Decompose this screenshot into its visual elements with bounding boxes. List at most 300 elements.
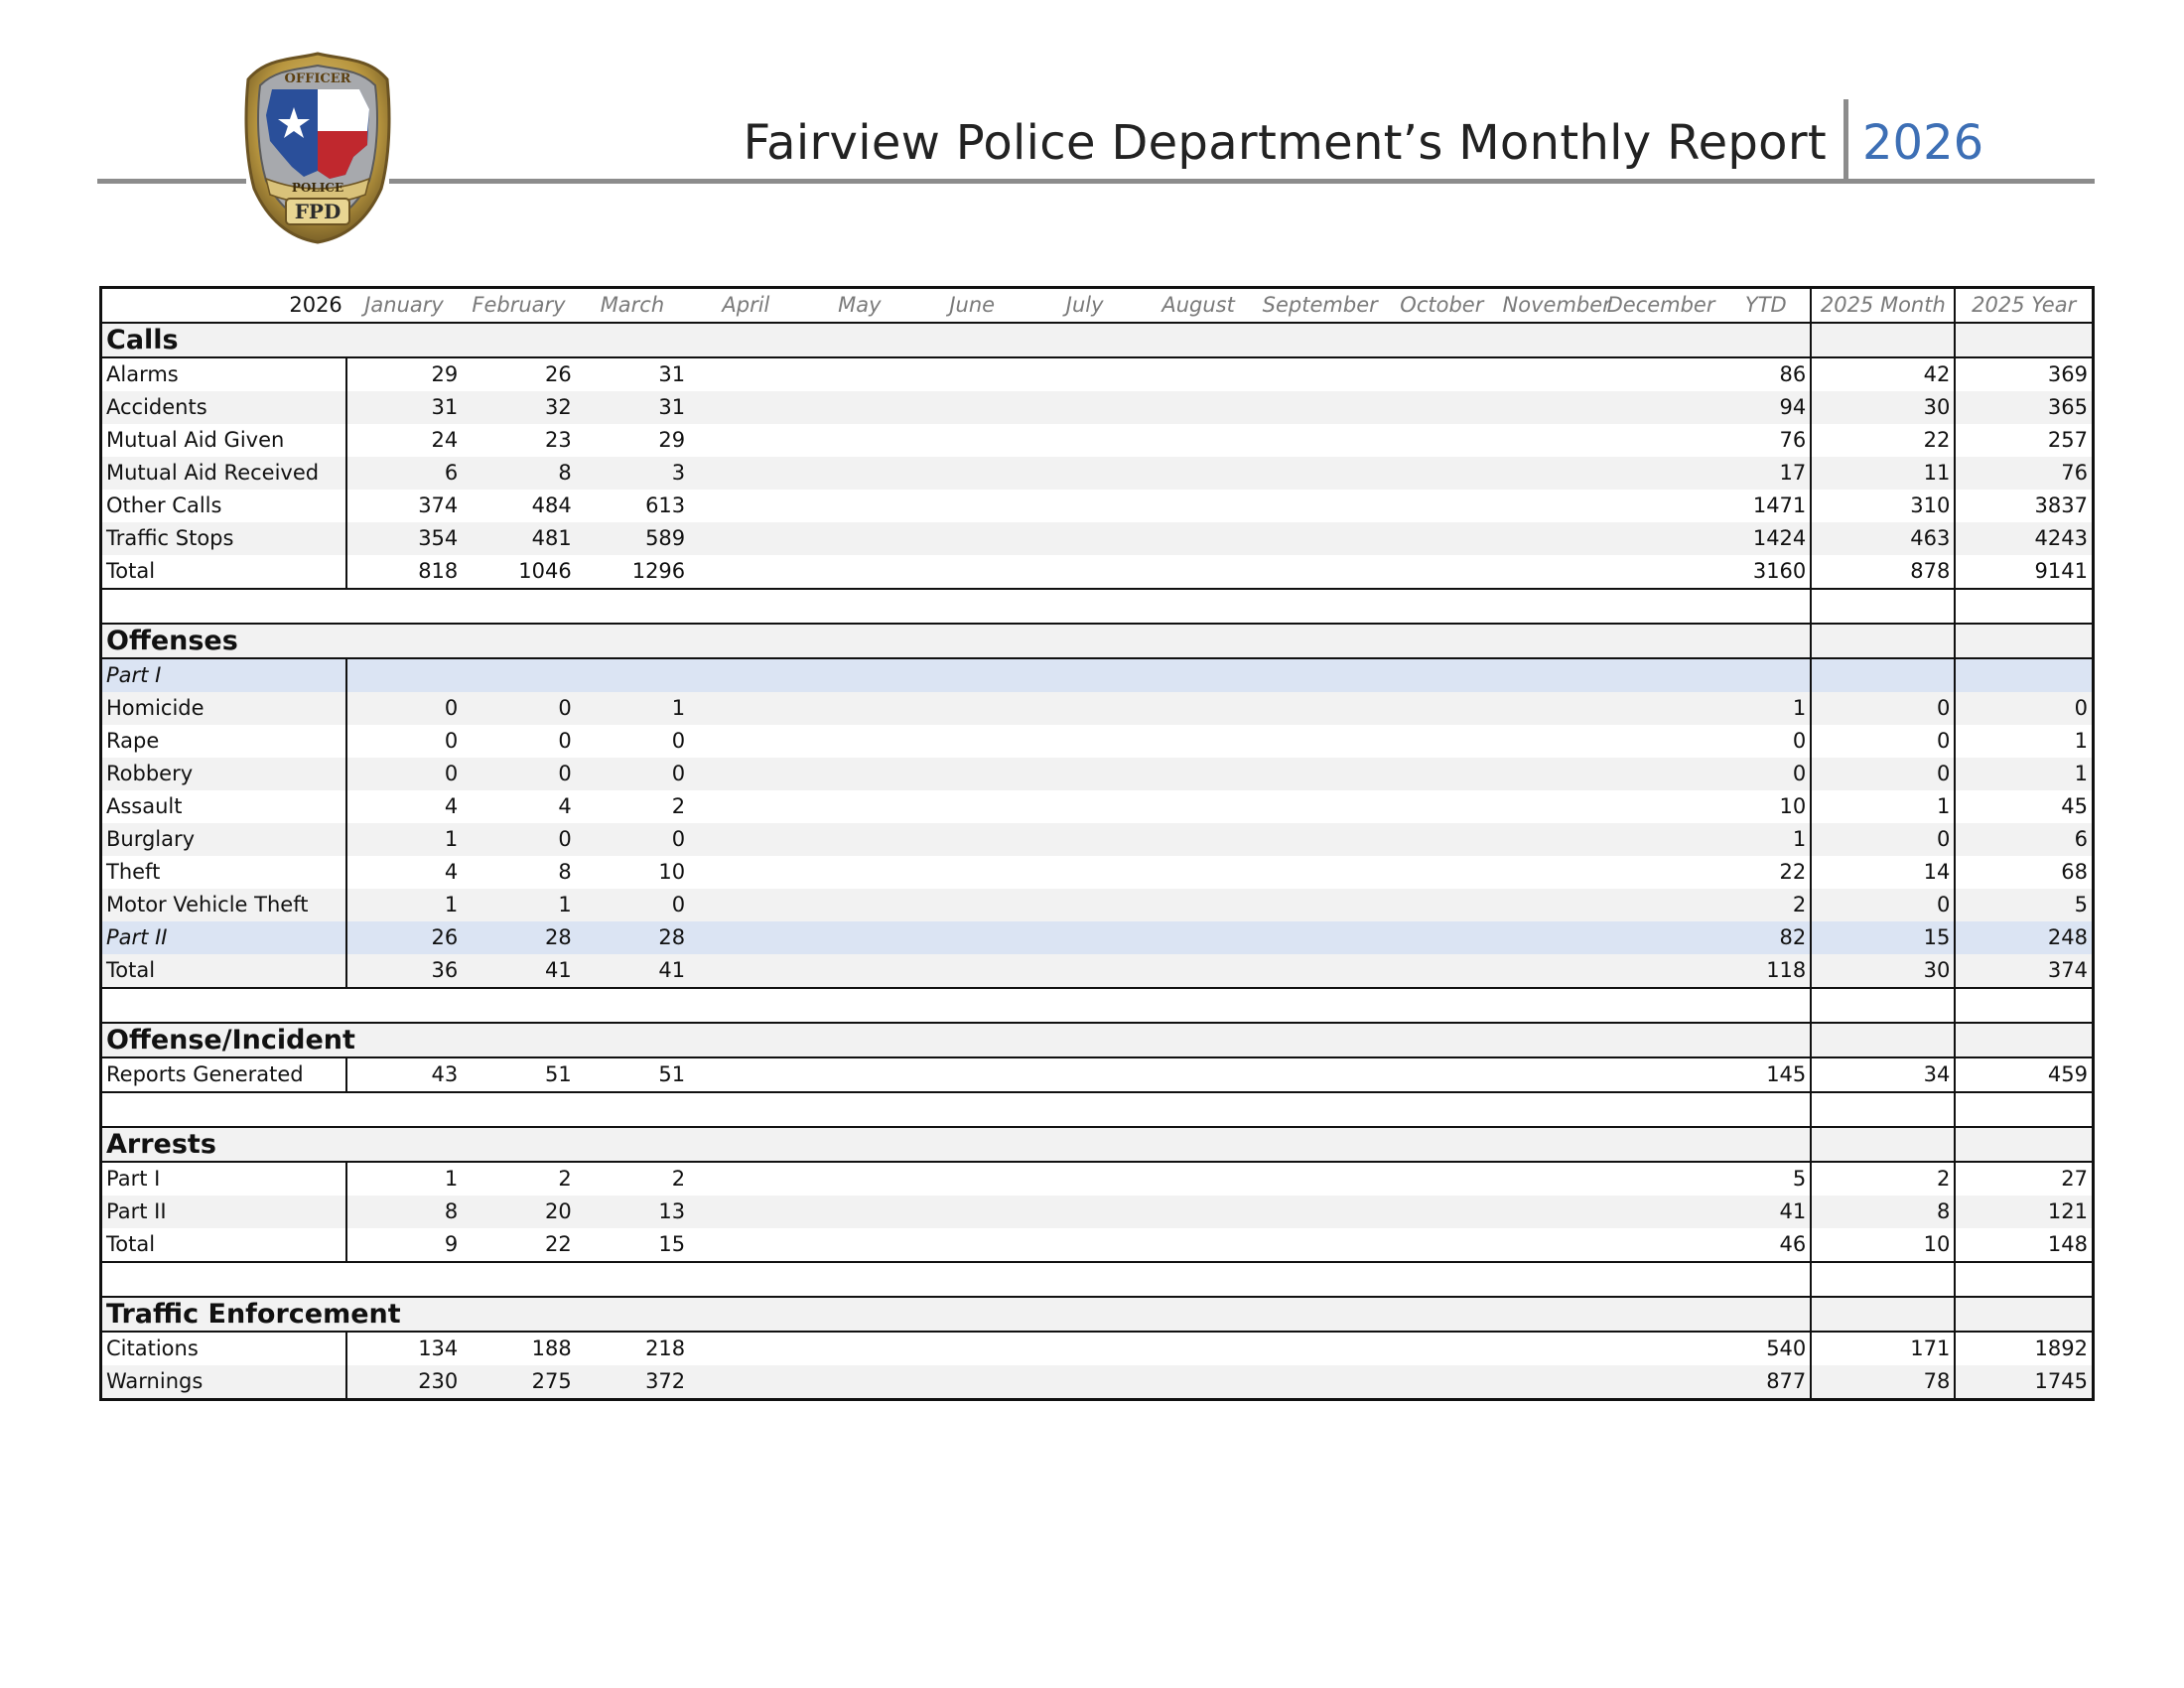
month-value <box>1600 1057 1722 1092</box>
month-value: 354 <box>346 522 462 555</box>
month-value: 31 <box>658 362 686 386</box>
month-value <box>1142 856 1255 889</box>
prev-month-value: 14 <box>1811 856 1955 889</box>
month-value <box>803 391 916 424</box>
month-value: 0 <box>558 729 572 753</box>
spacer-cell <box>1955 1092 2093 1127</box>
section-spacer <box>101 1262 2094 1297</box>
prev-year-value: 68 <box>1955 856 2093 889</box>
month-value: 24 <box>431 428 459 452</box>
prev-month-value: 34 <box>1811 1057 1955 1092</box>
column-header-year: 2026 <box>101 288 346 324</box>
month-value: 484 <box>531 493 572 517</box>
month-value: 4 <box>444 860 459 884</box>
month-value: 3 <box>576 457 689 490</box>
prev-month-value: 22 <box>1811 424 1955 457</box>
table-row <box>101 790 2094 823</box>
prev-month-value: 15 <box>1811 921 1955 954</box>
prev-month-value <box>1811 658 1955 692</box>
month-value <box>803 725 916 758</box>
header-rule-left <box>97 179 246 184</box>
month-value <box>1385 1057 1498 1092</box>
month-value <box>803 758 916 790</box>
month-value: 8 <box>558 860 572 884</box>
month-value <box>576 658 689 692</box>
month-value <box>1255 758 1385 790</box>
month-value: 818 <box>418 559 459 583</box>
prev-month-value: 0 <box>1811 692 1955 725</box>
month-value <box>1600 758 1722 790</box>
month-value <box>803 457 916 490</box>
prev-month-value: 11 <box>1811 457 1955 490</box>
table-row <box>101 1228 2094 1262</box>
month-value <box>1255 1332 1385 1365</box>
section-title-filler <box>1955 624 2093 658</box>
month-value <box>1255 555 1385 589</box>
month-value <box>1027 889 1141 921</box>
table-row <box>101 954 2094 988</box>
table-row <box>101 1365 2094 1400</box>
month-value <box>1385 725 1498 758</box>
month-value: 0 <box>576 889 689 921</box>
month-value <box>1027 823 1141 856</box>
table-row <box>101 856 2094 889</box>
month-value: 29 <box>658 428 686 452</box>
month-value <box>1027 1332 1141 1365</box>
section-title-filler <box>1811 1127 1955 1162</box>
month-value <box>1600 823 1722 856</box>
spacer-cell <box>1955 988 2093 1023</box>
section-title-filler <box>1811 624 1955 658</box>
month-value: 4 <box>444 794 459 818</box>
spacer-cell <box>1955 589 2093 624</box>
month-value <box>1499 457 1600 490</box>
month-value <box>1142 1057 1255 1092</box>
month-value <box>1142 522 1255 555</box>
row-label: Part I <box>101 658 346 692</box>
column-header-month: January <box>346 288 462 324</box>
month-value <box>916 1196 1027 1228</box>
section-header-row <box>101 1297 2094 1332</box>
section-title-filler <box>1955 1023 2093 1057</box>
month-value: 41 <box>462 954 575 988</box>
ytd-value: 46 <box>1721 1228 1811 1262</box>
month-value <box>803 490 916 522</box>
prev-year-value: 5 <box>1955 889 2093 921</box>
month-value <box>1385 1162 1498 1196</box>
month-value <box>689 1196 802 1228</box>
month-value: 0 <box>346 758 462 790</box>
spacer-cell <box>1811 1092 1955 1127</box>
month-value <box>1385 391 1498 424</box>
month-value <box>689 758 802 790</box>
month-value <box>1600 658 1722 692</box>
month-value: 1046 <box>518 559 572 583</box>
month-value <box>1385 758 1498 790</box>
month-value <box>1385 889 1498 921</box>
prev-year-value: 374 <box>1955 954 2093 988</box>
month-value <box>1255 424 1385 457</box>
month-value: 10 <box>658 860 686 884</box>
month-value <box>1600 921 1722 954</box>
month-value: 8 <box>462 457 575 490</box>
column-header-month: July <box>1027 288 1141 324</box>
prev-month-value: 2 <box>1811 1162 1955 1196</box>
section-spacer <box>101 1092 2094 1127</box>
row-label: Part I <box>101 1162 346 1196</box>
month-value <box>689 692 802 725</box>
prev-month-value: 0 <box>1811 758 1955 790</box>
month-value <box>1142 758 1255 790</box>
prev-year-value: 76 <box>1955 457 2093 490</box>
month-value <box>1385 790 1498 823</box>
month-value: 2 <box>558 1167 572 1191</box>
month-value <box>1499 725 1600 758</box>
month-value: 28 <box>576 921 689 954</box>
column-header-month: August <box>1142 288 1255 324</box>
prev-year-value: 27 <box>1955 1162 2093 1196</box>
month-value <box>916 954 1027 988</box>
month-value <box>1142 725 1255 758</box>
month-value: 28 <box>462 921 575 954</box>
month-value: 41 <box>576 954 689 988</box>
prev-year-value: 1 <box>1955 758 2093 790</box>
month-value <box>1385 954 1498 988</box>
table-row <box>101 457 2094 490</box>
prev-year-value: 369 <box>1955 357 2093 391</box>
month-value <box>916 856 1027 889</box>
prev-month-value: 463 <box>1811 522 1955 555</box>
month-value <box>1142 1365 1255 1400</box>
month-value <box>1499 424 1600 457</box>
month-value: 2 <box>671 1167 686 1191</box>
month-value <box>1255 1057 1385 1092</box>
row-label: Total <box>101 555 346 589</box>
section-title-filler <box>1811 1297 1955 1332</box>
column-header-month: December <box>1600 288 1722 324</box>
month-value <box>1499 1332 1600 1365</box>
month-value <box>916 522 1027 555</box>
month-value <box>1499 1365 1600 1400</box>
month-value: 9 <box>444 1232 459 1256</box>
month-value <box>1255 490 1385 522</box>
month-value <box>803 1196 916 1228</box>
month-value <box>1600 954 1722 988</box>
month-value: 0 <box>462 823 575 856</box>
month-value <box>916 391 1027 424</box>
month-value <box>1385 692 1498 725</box>
month-value <box>1142 1162 1255 1196</box>
month-value <box>1027 1196 1141 1228</box>
ytd-value: 22 <box>1721 856 1811 889</box>
spacer-cell <box>101 1092 1812 1127</box>
prev-year-value: 365 <box>1955 391 2093 424</box>
spacer-cell <box>101 589 1812 624</box>
month-value <box>1027 1057 1141 1092</box>
column-header-month: November <box>1499 288 1600 324</box>
month-value <box>803 1057 916 1092</box>
table-row <box>101 357 2094 391</box>
month-value <box>1027 658 1141 692</box>
month-value: 15 <box>658 1232 686 1256</box>
month-value <box>1385 1332 1498 1365</box>
spacer-cell <box>1811 988 1955 1023</box>
section-title: Offense/Incident <box>101 1023 1812 1057</box>
ytd-value: 1 <box>1721 692 1811 725</box>
ytd-value: 82 <box>1721 921 1811 954</box>
month-value <box>1600 391 1722 424</box>
month-value <box>803 1228 916 1262</box>
ytd-value: 540 <box>1721 1332 1811 1365</box>
month-value: 36 <box>346 954 462 988</box>
month-value <box>1255 391 1385 424</box>
month-value: 2 <box>671 794 686 818</box>
month-value <box>1255 1228 1385 1262</box>
month-value <box>1600 555 1722 589</box>
month-value <box>803 1162 916 1196</box>
monthly-report-table <box>99 286 2095 1401</box>
table-row <box>101 823 2094 856</box>
ytd-value: 0 <box>1721 758 1811 790</box>
table-row <box>101 658 2094 692</box>
month-value: 1 <box>462 889 575 921</box>
month-value <box>1499 823 1600 856</box>
month-value <box>1027 391 1141 424</box>
table-row <box>101 424 2094 457</box>
section-title-filler <box>1811 1023 1955 1057</box>
month-value: 13 <box>576 1196 689 1228</box>
row-label: Accidents <box>101 391 346 424</box>
table-row <box>101 522 2094 555</box>
month-value <box>1499 954 1600 988</box>
section-title: Offenses <box>101 624 1812 658</box>
month-value <box>1499 758 1600 790</box>
ytd-value <box>1721 658 1811 692</box>
month-value <box>1255 921 1385 954</box>
month-value: 20 <box>462 1196 575 1228</box>
month-value: 0 <box>444 729 459 753</box>
month-value: 0 <box>576 823 689 856</box>
month-value <box>1385 490 1498 522</box>
month-value <box>1142 424 1255 457</box>
table-row <box>101 725 2094 758</box>
spacer-cell <box>1811 589 1955 624</box>
month-value: 613 <box>645 493 686 517</box>
month-value <box>1255 1365 1385 1400</box>
month-value <box>1255 457 1385 490</box>
row-label: Burglary <box>101 823 346 856</box>
ytd-value: 76 <box>1721 424 1811 457</box>
table-row <box>101 490 2094 522</box>
month-value <box>1385 424 1498 457</box>
prev-year-value: 1745 <box>1955 1365 2093 1400</box>
ytd-value: 86 <box>1721 357 1811 391</box>
month-value <box>1499 692 1600 725</box>
month-value <box>1499 555 1600 589</box>
month-value <box>1499 522 1600 555</box>
prev-month-value: 878 <box>1811 555 1955 589</box>
month-value <box>689 823 802 856</box>
ytd-value: 2 <box>1721 889 1811 921</box>
table-row <box>101 1196 2094 1228</box>
row-label: Robbery <box>101 758 346 790</box>
month-value <box>1027 490 1141 522</box>
prev-month-value: 8 <box>1811 1196 1955 1228</box>
month-value: 481 <box>462 522 575 555</box>
month-value <box>1499 889 1600 921</box>
month-value: 23 <box>544 428 572 452</box>
month-value <box>1600 1332 1722 1365</box>
column-header-month: April <box>689 288 802 324</box>
row-label: Warnings <box>101 1365 346 1400</box>
month-value <box>803 357 916 391</box>
row-label: Traffic Stops <box>101 522 346 555</box>
section-title-filler <box>1955 1127 2093 1162</box>
month-value <box>689 954 802 988</box>
section-spacer <box>101 589 2094 624</box>
month-value <box>689 1332 802 1365</box>
column-header-month: October <box>1385 288 1498 324</box>
month-value: 43 <box>431 1062 459 1086</box>
column-header-month: June <box>916 288 1027 324</box>
month-value: 26 <box>544 362 572 386</box>
month-value <box>1027 1162 1141 1196</box>
prev-month-value: 10 <box>1811 1228 1955 1262</box>
month-value: 1296 <box>631 559 686 583</box>
month-value <box>803 823 916 856</box>
month-value <box>916 758 1027 790</box>
month-value <box>689 725 802 758</box>
row-label: Rape <box>101 725 346 758</box>
month-value <box>1027 424 1141 457</box>
row-label: Mutual Aid Given <box>101 424 346 457</box>
spacer-cell <box>1811 1262 1955 1297</box>
column-header-month: March <box>576 288 689 324</box>
month-value: 1 <box>346 889 462 921</box>
month-value <box>1499 1057 1600 1092</box>
row-label: Mutual Aid Received <box>101 457 346 490</box>
month-value <box>1600 357 1722 391</box>
month-value <box>916 725 1027 758</box>
month-value <box>1142 391 1255 424</box>
ytd-value: 0 <box>1721 725 1811 758</box>
month-value <box>916 1228 1027 1262</box>
month-value <box>803 522 916 555</box>
month-value <box>1255 692 1385 725</box>
month-value <box>916 823 1027 856</box>
month-value: 372 <box>576 1365 689 1400</box>
month-value <box>916 457 1027 490</box>
prev-month-value: 42 <box>1811 357 1955 391</box>
ytd-value: 118 <box>1721 954 1811 988</box>
month-value <box>689 1365 802 1400</box>
month-value <box>689 1057 802 1092</box>
month-value <box>1385 1228 1498 1262</box>
svg-text:OFFICER: OFFICER <box>284 71 351 86</box>
month-value: 134 <box>418 1336 459 1360</box>
prev-month-value: 171 <box>1811 1332 1955 1365</box>
prev-month-value: 1 <box>1811 790 1955 823</box>
month-value <box>689 856 802 889</box>
prev-month-value: 310 <box>1811 490 1955 522</box>
column-header-2025-month: 2025 Month <box>1811 288 1955 324</box>
month-value <box>1027 555 1141 589</box>
section-header-row <box>101 1127 2094 1162</box>
month-value <box>1142 490 1255 522</box>
month-value <box>1600 1162 1722 1196</box>
month-value: 51 <box>544 1062 572 1086</box>
month-value <box>1027 457 1141 490</box>
ytd-value: 1424 <box>1721 522 1811 555</box>
month-value <box>1385 658 1498 692</box>
month-value <box>1600 522 1722 555</box>
month-value <box>1600 889 1722 921</box>
month-value <box>916 1162 1027 1196</box>
month-value <box>916 490 1027 522</box>
table-row <box>101 1162 2094 1196</box>
spacer-cell <box>1955 1262 2093 1297</box>
month-value <box>1255 790 1385 823</box>
row-label: Citations <box>101 1332 346 1365</box>
month-value <box>1255 522 1385 555</box>
month-value: 0 <box>462 758 575 790</box>
month-value <box>1142 1332 1255 1365</box>
spacer-cell <box>101 1262 1812 1297</box>
prev-year-value <box>1955 658 2093 692</box>
month-value <box>916 357 1027 391</box>
table-row <box>101 921 2094 954</box>
column-header-ytd: YTD <box>1721 288 1811 324</box>
month-value: 6 <box>346 457 462 490</box>
table-row <box>101 1332 2094 1365</box>
month-value <box>1600 856 1722 889</box>
month-value: 31 <box>346 391 462 424</box>
month-value <box>1027 1228 1141 1262</box>
month-value <box>689 391 802 424</box>
ytd-value: 94 <box>1721 391 1811 424</box>
month-value <box>1027 790 1141 823</box>
month-value <box>689 457 802 490</box>
month-value <box>803 658 916 692</box>
section-title: Arrests <box>101 1127 1812 1162</box>
row-label: Total <box>101 1228 346 1262</box>
month-value <box>689 790 802 823</box>
month-value <box>916 889 1027 921</box>
month-value <box>689 1162 802 1196</box>
month-value <box>1600 692 1722 725</box>
prev-month-value: 0 <box>1811 889 1955 921</box>
month-value <box>1142 889 1255 921</box>
prev-month-value: 0 <box>1811 823 1955 856</box>
month-value <box>1027 1365 1141 1400</box>
month-value <box>1600 457 1722 490</box>
month-value <box>1385 457 1498 490</box>
month-value <box>689 424 802 457</box>
month-value: 51 <box>658 1062 686 1086</box>
section-header-row <box>101 624 2094 658</box>
ytd-value: 10 <box>1721 790 1811 823</box>
month-value <box>803 790 916 823</box>
section-header-row <box>101 1023 2094 1057</box>
month-value <box>1499 1228 1600 1262</box>
month-value <box>1142 692 1255 725</box>
prev-year-value: 257 <box>1955 424 2093 457</box>
month-value <box>1499 658 1600 692</box>
month-value <box>916 790 1027 823</box>
ytd-value: 5 <box>1721 1162 1811 1196</box>
month-value <box>1385 1196 1498 1228</box>
table-row <box>101 555 2094 589</box>
